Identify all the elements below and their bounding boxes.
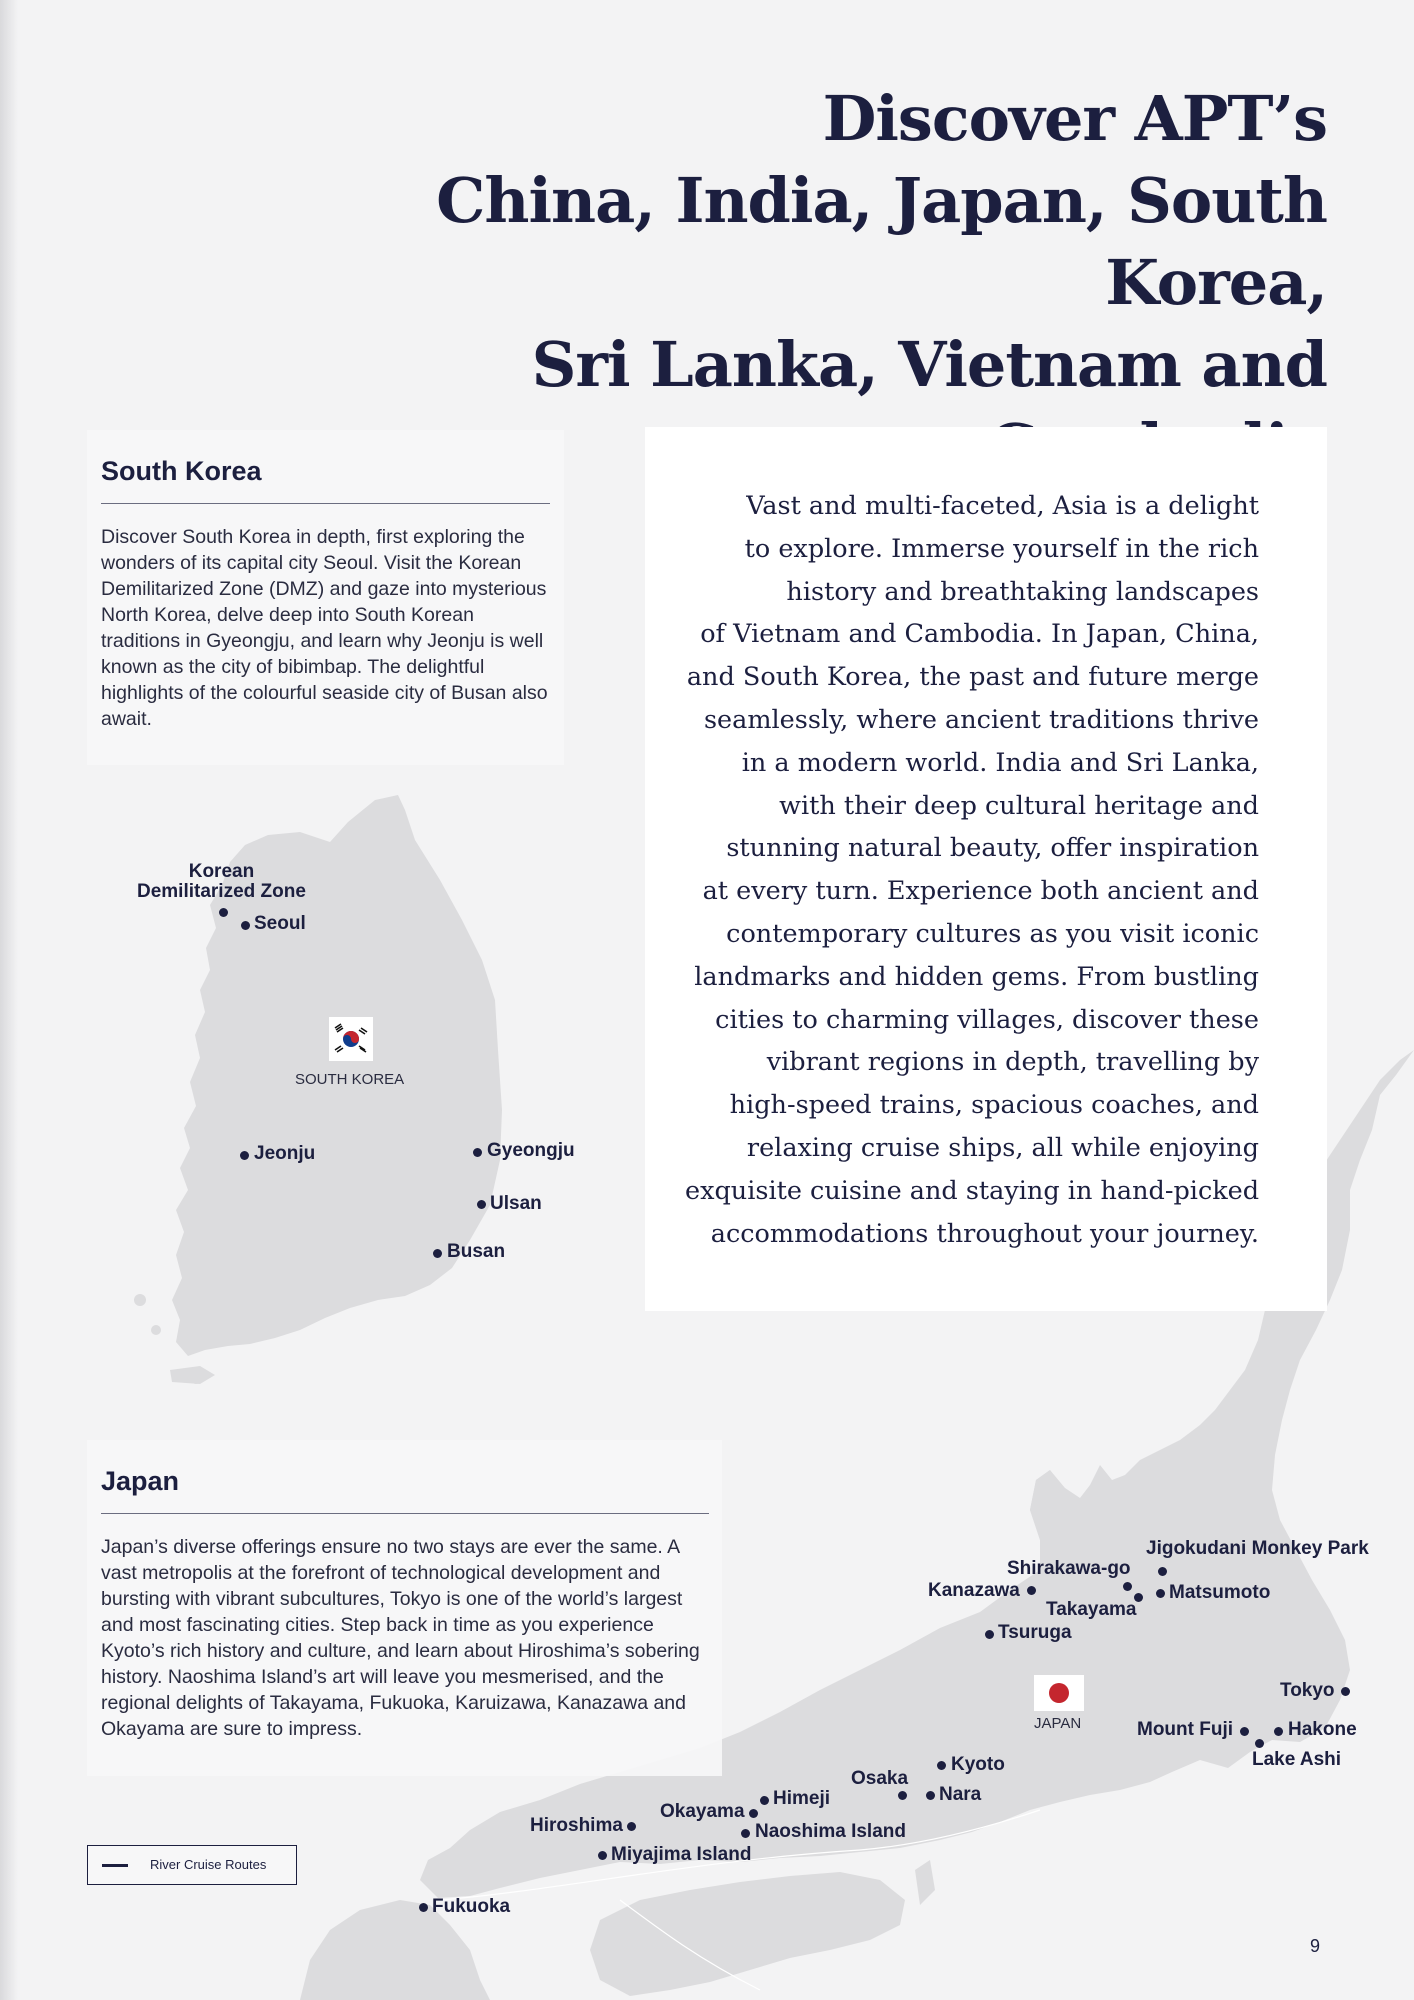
korea-islet — [295, 1300, 305, 1310]
intro-line: exquisite cuisine and staying in hand-picked — [685, 1175, 1260, 1206]
label-kyoto: Kyoto — [951, 1754, 1005, 1775]
label-tsuruga: Tsuruga — [998, 1622, 1072, 1643]
label-okayama: Okayama — [660, 1801, 745, 1822]
label-jeonju: Jeonju — [254, 1143, 316, 1164]
intro-line: seamlessly, where ancient traditions thrive — [703, 704, 1259, 735]
south-korea-flag-icon — [329, 1017, 373, 1061]
intro-line: Vast and multi-faceted, Asia is a delight — [746, 491, 1259, 521]
title-line-1: Discover APT’s — [822, 82, 1327, 155]
marker-miyajima — [598, 1851, 607, 1860]
intro-line: of Vietnam and Cambodia. In Japan, China, — [700, 619, 1259, 650]
intro-line: stunning natural beauty, offer inspiration — [726, 833, 1259, 864]
intro-line: in a modern world. India and Sri Lanka, — [741, 747, 1259, 778]
marker-shirakawa — [1123, 1582, 1132, 1591]
label-gyeongju: Gyeongju — [487, 1140, 575, 1161]
label-seoul: Seoul — [254, 913, 306, 934]
title-line-2: China, India, Japan, South Korea, — [436, 164, 1327, 319]
korea-islet — [257, 1317, 267, 1327]
intro-line: at every turn. Experience both ancient and — [702, 876, 1259, 907]
korea-islet — [151, 1325, 161, 1335]
intro-line: relaxing cruise ships, all while enjoying — [746, 1132, 1259, 1163]
marker-matsumoto — [1156, 1589, 1165, 1598]
intro-line: to explore. Immerse yourself in the rich — [744, 533, 1259, 564]
japan-heading: Japan — [101, 1466, 709, 1514]
marker-jigokudani — [1158, 1567, 1167, 1576]
label-osaka: Osaka — [851, 1768, 909, 1789]
label-japan: JAPAN — [1034, 1715, 1082, 1732]
label-matsumoto: Matsumoto — [1169, 1582, 1271, 1603]
label-miyajima: Miyajima Island — [611, 1844, 752, 1865]
legend-route-line-icon — [102, 1864, 128, 1867]
awaji-island — [915, 1860, 935, 1905]
intro-line: high-speed trains, spacious coaches, and — [729, 1090, 1259, 1121]
label-ulsan: Ulsan — [490, 1193, 542, 1214]
korea-islet — [224, 1314, 236, 1326]
south-korea-card — [87, 430, 564, 765]
title-line-3: Sri Lanka, Vietnam and — [531, 328, 1327, 401]
label-kanazawa: Kanazawa — [928, 1580, 1020, 1601]
label-lake-ashi: Lake Ashi — [1252, 1749, 1342, 1770]
label-shirakawa: Shirakawa-go — [1007, 1558, 1131, 1579]
marker-tokyo — [1341, 1687, 1350, 1696]
marker-hakone — [1274, 1727, 1283, 1736]
marker-gyeongju — [473, 1148, 482, 1157]
marker-osaka — [898, 1791, 907, 1800]
japan-description: Japan’s diverse offerings ensure no two stays are ever the same. A vast metropolis at the forefront of technological development and bursting with vibrant subcultures, Tokyo is one of the world’s largest and most fascinating cities. Step back in time as you experience Kyoto’s rich history and culture, and learn about Hiroshima’s sobering history. Naoshima Island’s art will leave you mesmerised, and the regional delights of Takayama, Fukuoka, Karuizawa, Kanazawa and Okayama are sure to impress. — [101, 1536, 700, 1740]
marker-kanazawa — [1027, 1586, 1036, 1595]
marker-fukuoka — [419, 1903, 428, 1912]
intro-line: with their deep cultural heritage and — [779, 790, 1259, 821]
label-fukuoka: Fukuoka — [432, 1896, 511, 1917]
label-busan: Busan — [447, 1241, 506, 1262]
japan-card — [87, 1440, 722, 1776]
label-jigokudani: Jigokudani Monkey Park — [1146, 1538, 1369, 1559]
intro-line: cities to charming villages, discover these — [715, 1004, 1259, 1035]
marker-nara — [926, 1791, 935, 1800]
legend-label: River Cruise Routes — [150, 1857, 267, 1872]
marker-tsuruga — [985, 1630, 994, 1639]
label-south-korea: SOUTH KOREA — [295, 1071, 405, 1088]
korea-islet — [192, 1376, 200, 1384]
marker-seoul — [241, 921, 250, 930]
label-mount-fuji: Mount Fuji — [1137, 1719, 1234, 1740]
marker-himeji — [760, 1796, 769, 1805]
marker-naoshima — [741, 1829, 750, 1838]
intro-line: history and breathtaking landscapes — [786, 576, 1259, 607]
korea-islet — [134, 1294, 146, 1306]
intro-line: and South Korea, the past and future merge — [686, 662, 1259, 693]
marker-ulsan — [477, 1200, 486, 1209]
label-dmz-line1: Korean — [188, 861, 255, 882]
japan-flag-icon — [1034, 1675, 1084, 1711]
marker-hiroshima — [627, 1822, 636, 1831]
south-korea-heading: South Korea — [101, 456, 550, 504]
marker-okayama — [749, 1809, 758, 1818]
intro-panel — [645, 427, 1327, 1311]
label-hakone: Hakone — [1288, 1719, 1357, 1740]
marker-kyoto — [937, 1761, 946, 1770]
label-himeji: Himeji — [773, 1788, 831, 1809]
marker-mount-fuji — [1240, 1727, 1249, 1736]
label-tokyo: Tokyo — [1280, 1680, 1335, 1701]
label-dmz — [137, 862, 306, 902]
page-number: 9 — [1310, 1936, 1321, 1956]
label-takayama: Takayama — [1046, 1599, 1137, 1620]
label-nara: Nara — [939, 1784, 982, 1805]
map-legend — [87, 1845, 297, 1885]
intro-text — [685, 485, 1259, 1255]
intro-line: accommodations throughout your journey. — [710, 1218, 1259, 1249]
label-naoshima: Naoshima Island — [755, 1821, 906, 1842]
shikoku-landmass — [590, 1872, 905, 1996]
south-korea-description: Discover South Korea in depth, first exploring the wonders of its capital city Seoul. Visit the Korean Demilitarized Zone (DMZ) and gaze into mysterious North Korea, delve deep into South Korean traditions in Gyeongju, and learn why Jeonju is well known as the city of bibimbap. The delightful highlights of the colourful seaside city of Busan also await. — [101, 526, 548, 730]
label-hiroshima: Hiroshima — [530, 1815, 623, 1836]
marker-dmz — [219, 908, 228, 917]
marker-lake-ashi — [1255, 1739, 1264, 1748]
marker-jeonju — [240, 1151, 249, 1160]
intro-line: contemporary cultures as you visit iconic — [726, 918, 1259, 949]
intro-line: vibrant regions in depth, travelling by — [766, 1047, 1259, 1078]
marker-busan — [433, 1249, 442, 1258]
label-dmz-line2: Demilitarized Zone — [137, 881, 306, 902]
intro-line: landmarks and hidden gems. From bustling — [694, 961, 1259, 992]
